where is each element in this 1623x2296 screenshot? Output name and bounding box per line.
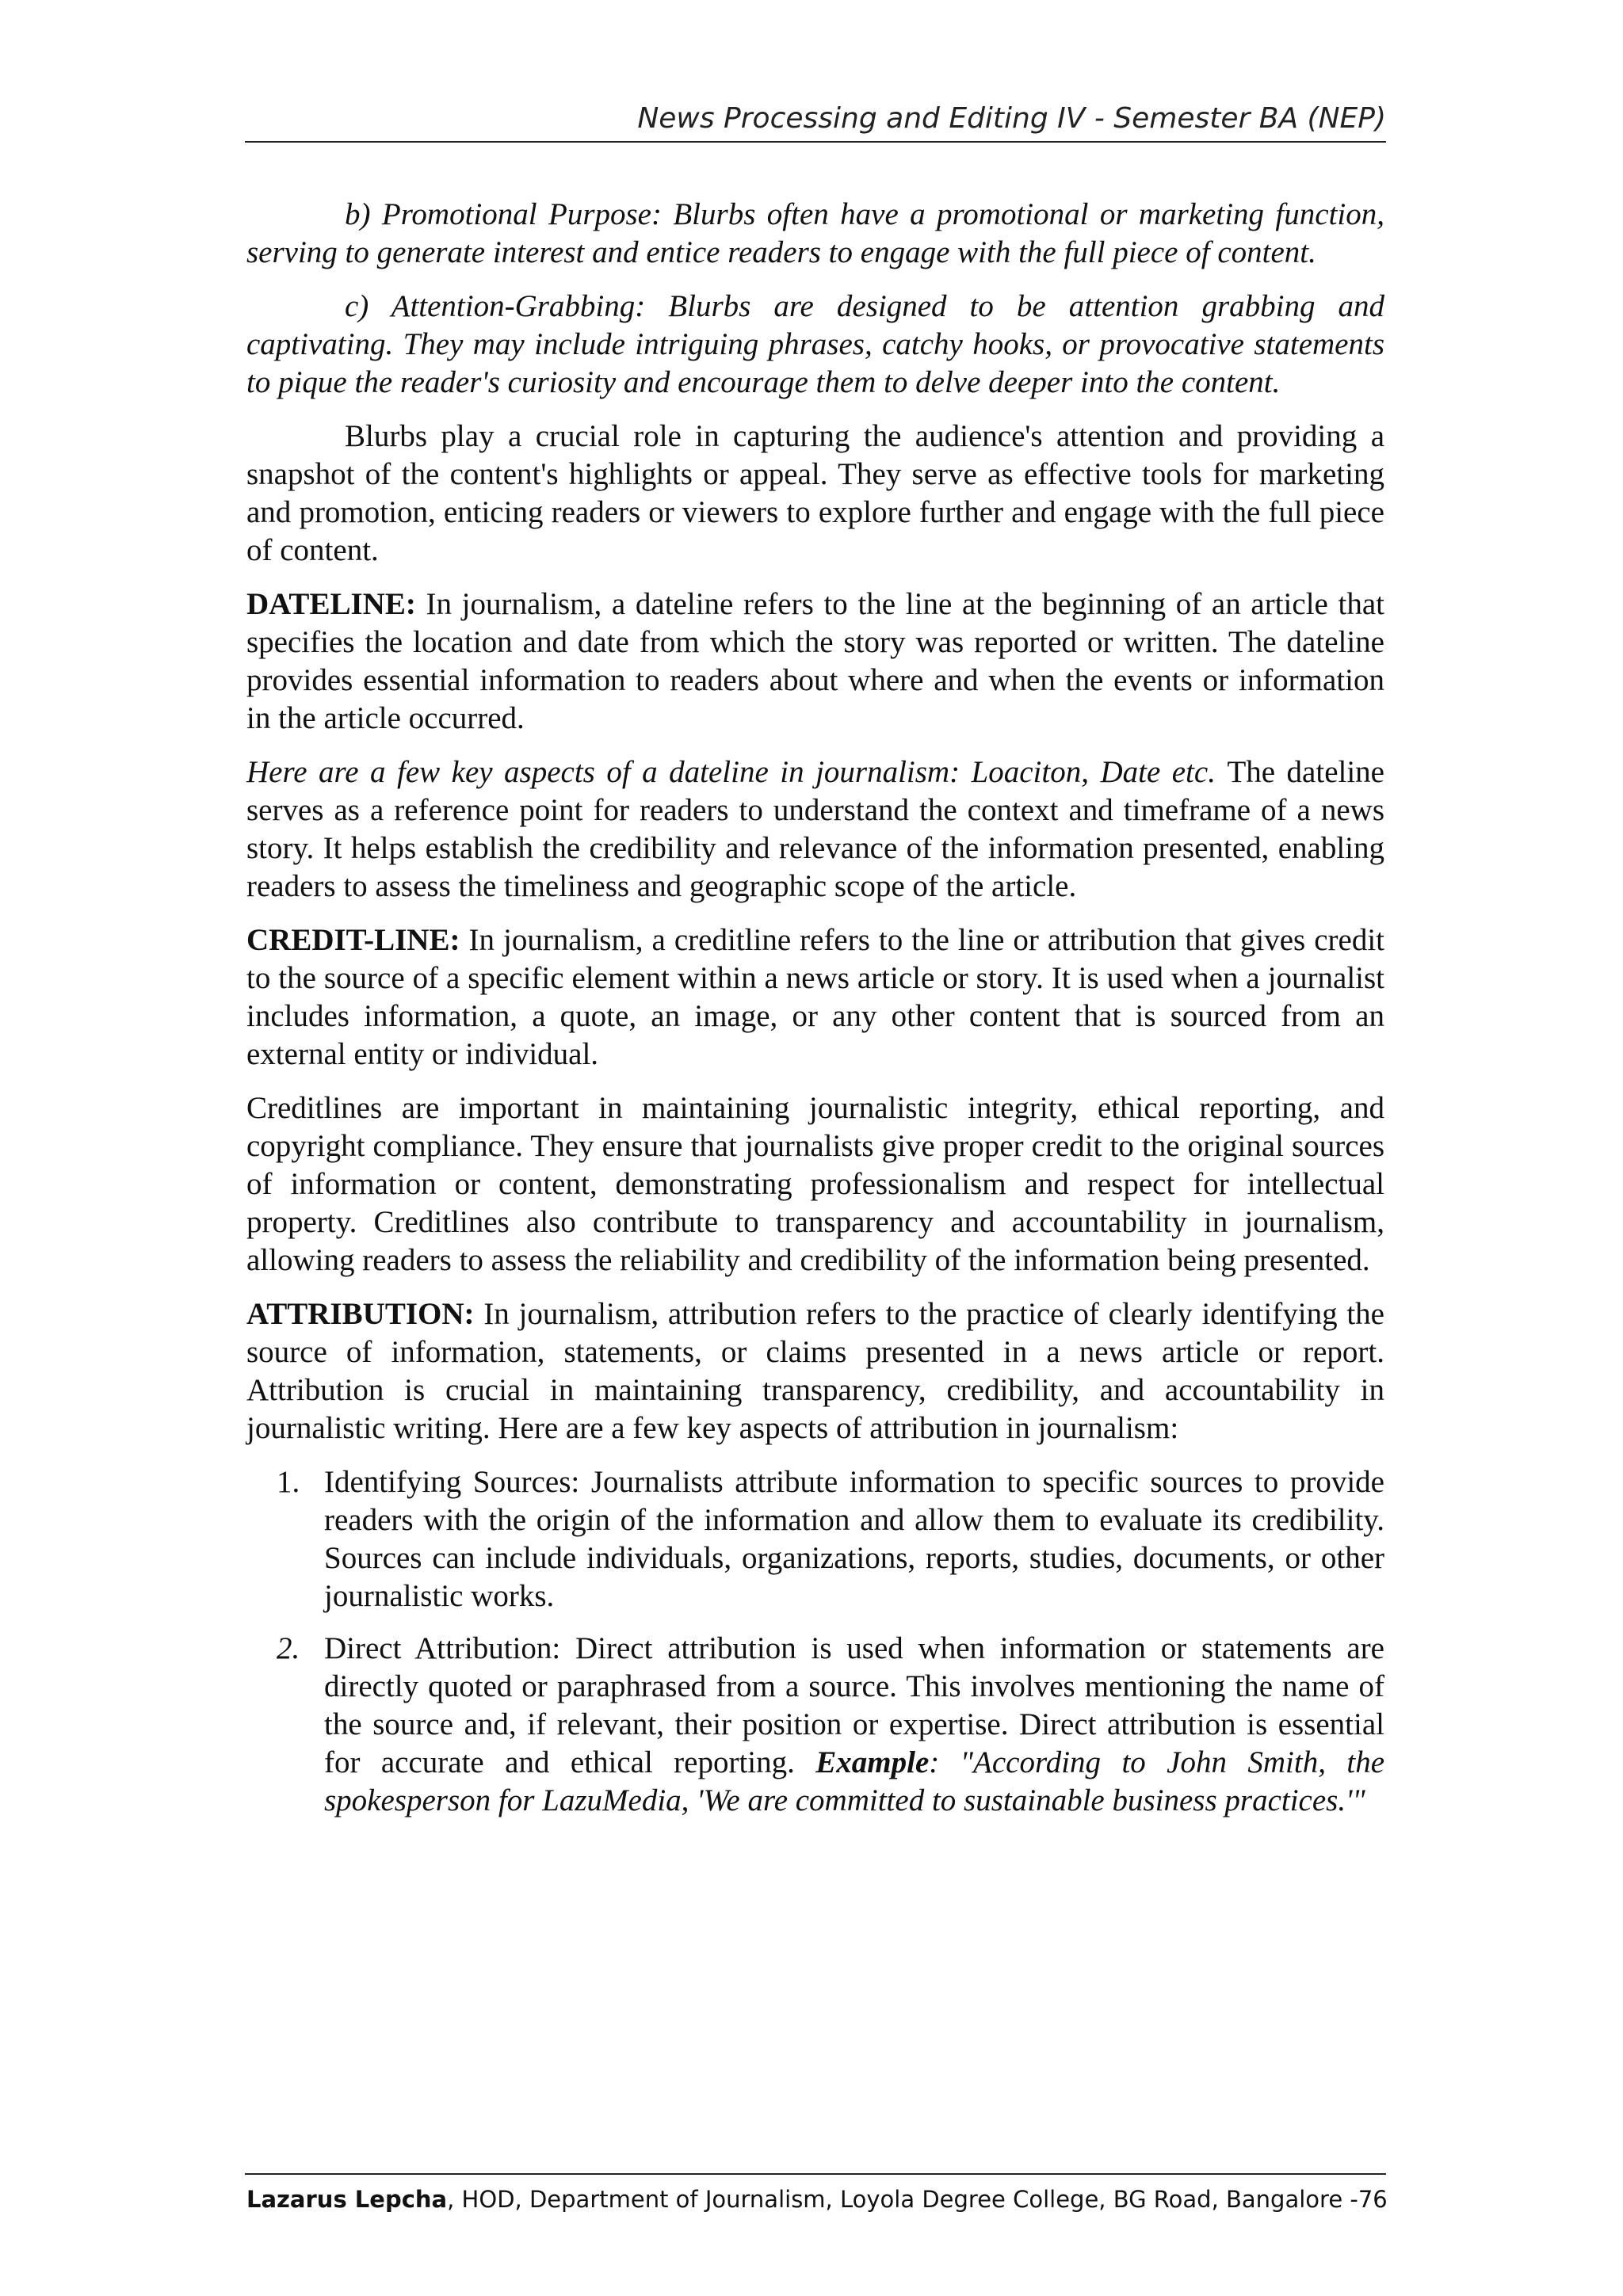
dateline-paragraph xyxy=(246,585,1384,738)
list-item xyxy=(246,1630,1384,1820)
attribution-paragraph xyxy=(246,1295,1384,1447)
creditlines-paragraph: Creditlines are important in maintaining journalistic integrity, ethical reporting, and copyright compliance. They ensure that journalists give proper credit to the original sources of information or content, demonstrating professionalism and respect for intellectual property. Creditlines also contribute to transparency and accountability in journalism, allowing readers to assess the reliability and credibility of the information being presented. xyxy=(246,1091,1384,1277)
author-affiliation: , HOD, Department of Journalism, Loyola Degree College, BG Road, Bangalore -76 xyxy=(447,2186,1388,2213)
header-title: News Processing and Editing IV - Semester BA (NEP) xyxy=(637,102,1386,135)
author-name: Lazarus Lepcha xyxy=(246,2186,448,2213)
page-header xyxy=(245,93,1386,143)
attribution-term: ATTRIBUTION: xyxy=(246,1297,475,1331)
list-item xyxy=(246,1463,1384,1615)
creditline-paragraph xyxy=(246,921,1384,1074)
page-footer xyxy=(245,2173,1388,2213)
attention-paragraph: c) Attention-Grabbing: Blurbs are designed to be attention grabbing and captivating. They may include intriguing phrases, catchy hooks, or provocative statements to pique the reader's curiosity and encourage them to delve deeper into the content. xyxy=(246,289,1384,399)
creditline-text: In journalism, a creditline refers to the line or attribution that gives credit to the source of a specific element within a news article or story. It is used when a journalist includes information, a quote, an image, or any other content that is sourced from an external entity or individual. xyxy=(246,923,1384,1071)
aspects-italic-text: Here are a few key aspects of a dateline in journalism: Loaciton, Date etc. xyxy=(246,755,1228,789)
list-item-number: 1. xyxy=(277,1465,300,1499)
example-text: : "According to John Smith, the spokesperson for LazuMedia, 'We are committed to sustainable business practices.'" xyxy=(324,1745,1384,1817)
attribution-text: In journalism, attribution refers to the practice of clearly identifying the source of information, statements, or claims presented in a news article or report. Attribution is crucial in maintaining transparency, credibility, and accountability in journalistic writing. Here are a few key aspects of attribution in journalism: xyxy=(246,1297,1384,1445)
blurbs-role-paragraph: Blurbs play a crucial role in capturing the audience's attention and providing a snapshot of the content's highlights or appeal. They serve as effective tools for marketing and promotion, enticing readers or viewers to explore further and engage with the full piece of content. xyxy=(246,419,1384,567)
list-item-text: Direct Attribution: Direct attribution is used when information or statements are directly quoted or paraphrased from a source. This involves mentioning the name of the source and, if relevant, their position or expertise. Direct attribution is essential for accurate and ethical reporting. xyxy=(324,1631,1384,1779)
promo-paragraph: b) Promotional Purpose: Blurbs often have a promotional or marketing function, serving to generate interest and entice readers to engage with the full piece of content. xyxy=(246,197,1384,269)
dateline-aspects-paragraph xyxy=(246,753,1384,906)
aspects-text: The dateline serves as a reference point for readers to understand the context and timeframe of a news story. It helps establish the credibility and relevance of the information presented, enabling readers to assess the timeliness and geographic scope of the article. xyxy=(246,755,1384,903)
creditline-term: CREDIT-LINE: xyxy=(246,923,460,957)
list-item-number: 2. xyxy=(277,1631,300,1665)
dateline-text: In journalism, a dateline refers to the line at the beginning of an article that specifies the location and date from which the story was reported or written. The dateline provides essential information to readers about where and when the events or information in the article occurred. xyxy=(246,587,1384,735)
attribution-list xyxy=(246,1463,1384,1820)
page-body xyxy=(246,196,1384,1834)
dateline-term: DATELINE: xyxy=(246,587,416,621)
list-item-text: Identifying Sources: Journalists attribute information to specific sources to provide readers with the origin of the information and allow them to evaluate its credibility. Sources can include individuals, organizations, reports, studies, documents, or other journalistic works. xyxy=(324,1465,1384,1613)
footer-text xyxy=(246,2186,1388,2213)
example-label: Example xyxy=(815,1745,930,1779)
